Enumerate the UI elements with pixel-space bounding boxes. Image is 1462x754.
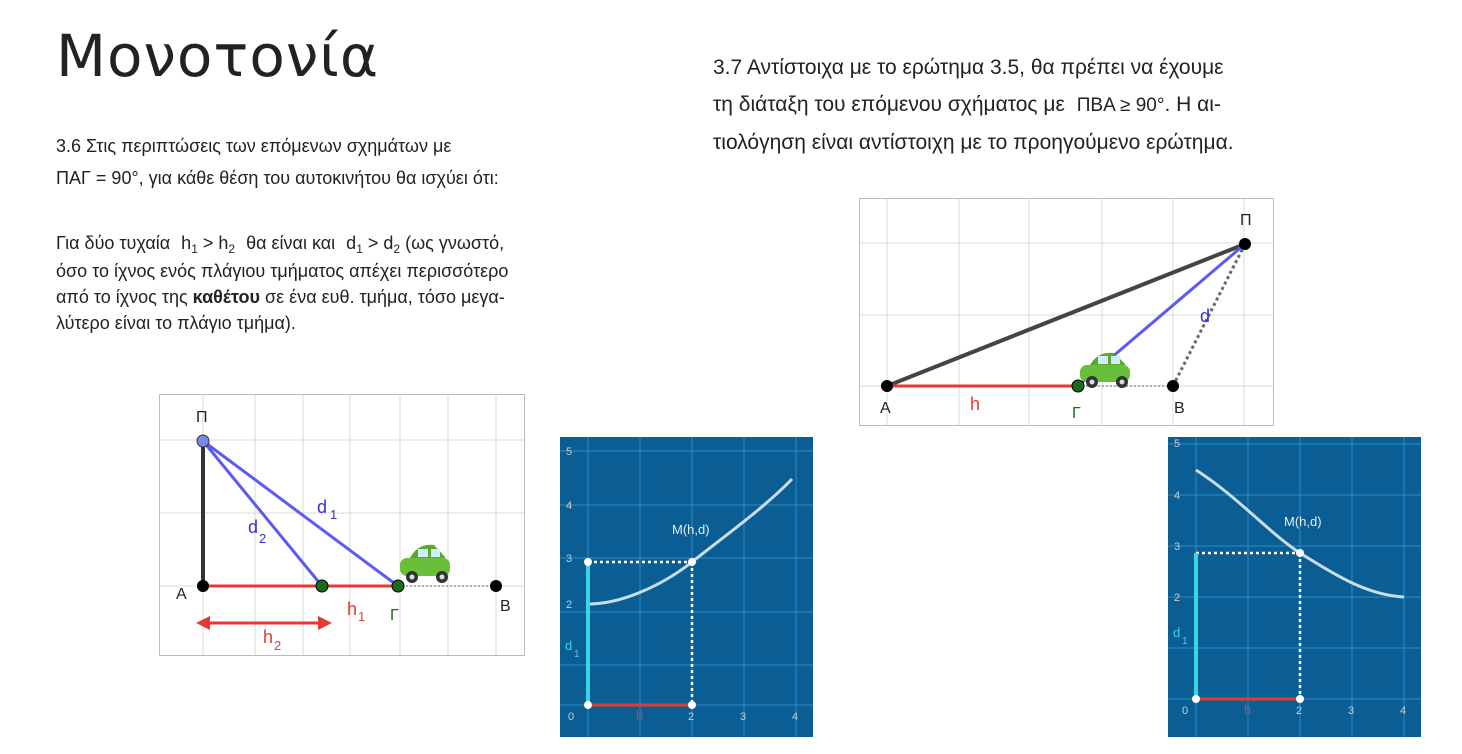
graph1-xtick-0: 0 xyxy=(568,711,575,723)
graph1-label-h: h xyxy=(636,708,644,723)
q37-line3: τιολόγηση είναι αντίστοιχη με το προηγούμενο ερώτημα. xyxy=(713,131,1234,154)
label-p: Π xyxy=(196,409,208,426)
graph2-origin xyxy=(1192,695,1200,703)
figure-obtuse-triangle xyxy=(859,198,1274,426)
fig2-label-p: Π xyxy=(1240,212,1252,229)
ineq-d: $d_1 > d_2$ xyxy=(346,233,401,256)
figure-right-triangle xyxy=(159,394,525,656)
graph2-label-h: h xyxy=(1244,702,1252,717)
graph-decreasing xyxy=(1168,437,1421,737)
p2-start: Για δύο τυχαία xyxy=(56,233,171,253)
label-h2: h xyxy=(263,627,274,647)
graph1-xtick-2: 2 xyxy=(688,711,695,723)
p2-line3b: σε ένα ευθ. τμήμα, τόσο μεγα- xyxy=(265,287,505,307)
graph2-ytick-3: 3 xyxy=(1174,541,1181,553)
label-h1: h xyxy=(347,599,358,619)
graph2-ytick-5: 5 xyxy=(1174,438,1181,450)
fig2-label-h: h xyxy=(970,394,981,414)
p2-line1 xyxy=(56,230,666,258)
label-a: Α xyxy=(176,586,187,603)
label-g: Γ xyxy=(390,607,399,624)
graph1-ytick-4: 4 xyxy=(566,500,573,512)
p2-line3 xyxy=(56,284,666,310)
point-p xyxy=(197,435,209,447)
graph1-label-m: M(h,d) xyxy=(672,522,710,537)
question-3-6 xyxy=(56,133,656,191)
p2-mid: θα είναι και xyxy=(246,233,336,253)
graph2-xtick-3: 3 xyxy=(1348,705,1355,717)
label-b: Β xyxy=(500,598,511,615)
h2-var: h xyxy=(218,233,229,253)
graph2-label-m: M(h,d) xyxy=(1284,514,1322,529)
car-icon xyxy=(1080,353,1130,388)
point-a xyxy=(197,580,209,592)
label-d1: d xyxy=(317,497,328,517)
graph2-point-m xyxy=(1296,549,1304,557)
graph2-ytick-2: 2 xyxy=(1174,592,1181,604)
fig2-label-d: d xyxy=(1200,306,1211,326)
graph2-ytick-4: 4 xyxy=(1174,490,1181,502)
q36-line2: , για κάθε θέση του αυτοκινήτου θα ισχύει ότι: xyxy=(138,168,499,188)
point-p2 xyxy=(1239,238,1251,250)
q37-line2b: . Η αι- xyxy=(1164,93,1221,116)
point-a2 xyxy=(881,380,893,392)
question-3-7 xyxy=(713,49,1433,161)
point-b2 xyxy=(1167,380,1179,392)
graph2-xtick-0: 0 xyxy=(1182,705,1189,717)
p2-rest1: (ως γνωστό, xyxy=(405,233,505,253)
label-h2-sub: 2 xyxy=(274,638,282,653)
graph1-label-d-sub: 1 xyxy=(574,649,580,660)
graph1-point-h xyxy=(688,701,696,709)
fig2-label-b: B xyxy=(1174,400,1185,417)
point-h2-end xyxy=(316,580,328,592)
p2-line4: λύτερο είναι το πλάγιο τμήμα). xyxy=(56,313,296,333)
q36-line1: 3.6 Στις περιπτώσεις των επόμενων σχημάτων με xyxy=(56,136,452,156)
graph2-label-d: d xyxy=(1173,625,1181,640)
graph1-point-m xyxy=(688,558,696,566)
h1-var: h xyxy=(181,233,192,253)
q36-line2-wrap xyxy=(56,165,656,191)
graph1-xtick-4: 4 xyxy=(792,711,799,723)
label-d2: d xyxy=(248,517,259,537)
point-b xyxy=(490,580,502,592)
graph2-point-h xyxy=(1296,695,1304,703)
fig2-label-a: A xyxy=(880,400,891,417)
angle-pag-formula: ΠΑΓ = 90° xyxy=(56,168,139,188)
angle-pba-formula: ΠΒΑ ≥ 90° xyxy=(1076,95,1165,116)
fig2-grid xyxy=(860,199,1273,425)
graph1-point-d xyxy=(584,558,592,566)
p2-line2: όσο το ίχνος ενός πλάγιου τμήματος απέχει περισσότερο xyxy=(56,261,509,281)
graph2-xtick-4: 4 xyxy=(1400,705,1407,717)
d2-var: d xyxy=(383,233,394,253)
label-h1-sub: 1 xyxy=(358,609,366,624)
d1-var: d xyxy=(346,233,357,253)
fig2-label-g: Γ xyxy=(1072,405,1081,422)
ineq-h: $h_1 > h_2$ xyxy=(181,233,236,256)
graph1-ytick-3: 3 xyxy=(566,553,573,565)
graph1-ytick-5: 5 xyxy=(566,446,573,458)
grid xyxy=(160,395,524,655)
graph1-ytick-2: 2 xyxy=(566,599,573,611)
label-d1-sub: 1 xyxy=(330,507,338,522)
q37-line1: 3.7 Αντίστοιχα με το ερώτημα 3.5, θα πρέπει να έχουμε xyxy=(713,56,1224,79)
graph1-origin xyxy=(584,701,592,709)
label-d2-sub: 2 xyxy=(259,531,267,546)
car-icon xyxy=(400,545,450,583)
p2-bold: καθέτου xyxy=(192,287,261,307)
graph1-xtick-3: 3 xyxy=(740,711,747,723)
point-g2 xyxy=(1072,380,1084,392)
graph2-label-d-sub: 1 xyxy=(1182,636,1188,647)
p2-line3a: από το ίχνος της xyxy=(56,287,188,307)
graph2-xtick-2: 2 xyxy=(1296,705,1303,717)
page-title: Μονοτονία xyxy=(56,22,380,90)
paragraph-inequality xyxy=(56,230,666,336)
q37-line2 xyxy=(713,86,1433,124)
q37-line2a: τη διάταξη του επόμενου σχήματος με xyxy=(713,93,1065,116)
graph-increasing xyxy=(560,437,813,737)
graph1-label-d: d xyxy=(565,638,573,653)
point-g xyxy=(392,580,404,592)
